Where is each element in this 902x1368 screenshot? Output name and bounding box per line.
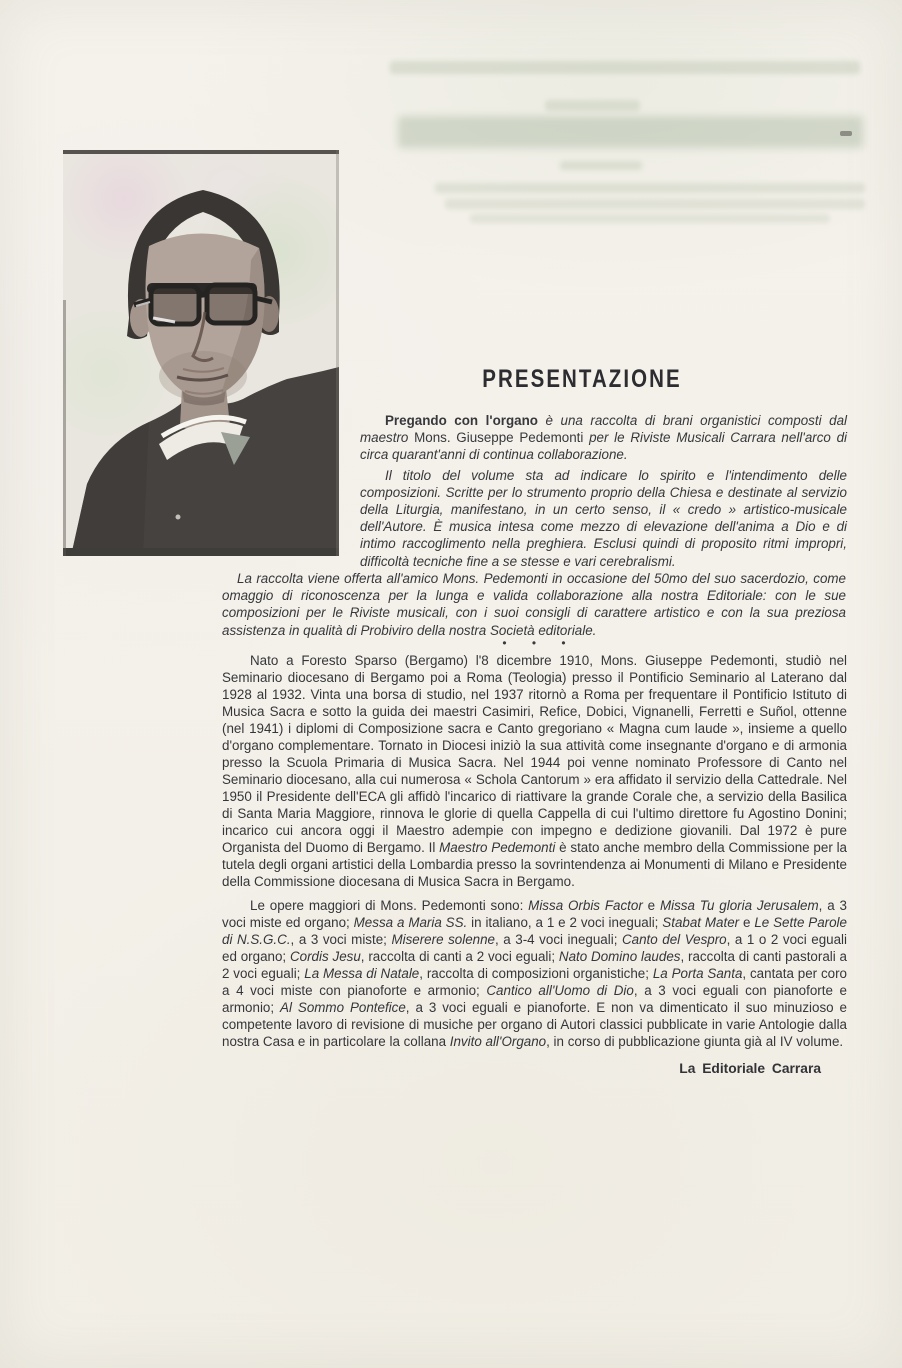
bleed-through-text [560, 161, 642, 170]
intro-paragraph-1: Pregando con l'organo è una raccolta di brani organistici composti dal maestro Mons. Giuseppe Pedemonti per le Riviste Musicali Carrara nell'arco di circa quarant'anni di continua collaborazione. [360, 413, 848, 463]
bleed-through-text [445, 199, 865, 209]
biography-paragraph-1: Nato a Foresto Sparso (Bergamo) l'8 dicembre 1910, Mons. Giuseppe Pedemonti, studiò nel Seminario diocesano di Bergamo poi a Roma (Teologia) presso il Pontificio Seminario al Laterano dal 1928 al 1932. Vinta una borsa di studio, nel 1937 ritornò a Roma per frequentare il Pontificio Istituto di Musica Sacra e sotto la guida dei maestri Casimiri, Refice, Dobici, Vignanelli, Ferretti e Suñol, ottenne (nel 1941) i diplomi di Composizione sacra e Canto gregoriano « Magna cum laude », insieme a quello d'organo complementare. Tornato in Diocesi iniziò la sua attività come insegnante d'organo e di armonia presso la Scuola Primaria di Musica Sacra. Nel 1944 poi venne nominato Professore di Canto nel Seminario diocesano, alla cui numerosa « Schola Cantorum » era affidato il servizio della Cattedrale. Nel 1950 il Presidente dell'ECA gli affidò l'incarico di riattivare la grande Corale che, a servizio della Basilica di Santa Maria Maggiore, rinnova le glorie di quella Cappella di cui l'ultimo direttore fu Agostino Donini; incarico cui ancora oggi il Maestro adempie con impegno e dedizione giovanili. Dal 1972 è pure Organista del Duomo di Bergamo. Il Maestro Pedemonti è stato anche membro della Commissione per la tutela degli organi artistici della Lombardia presso la sovrintendenza ai Monumenti di Milano e Presidente della Commissione diocesana di Musica Sacra in Bergamo. [222, 653, 848, 889]
bleed-through-text [390, 61, 860, 74]
biography-paragraph-2: Le opere maggiori di Mons. Pedemonti sono: Missa Orbis Factor e Missa Tu gloria Jerusalem, a 3 voci miste ed organo; Messa a Maria SS. in italiano, a 1 e 2 voci ineguali; Stabat Mater e Le Sette Parole di N.S.G.C., a 3 voci miste; Miserere solenne, a 3-4 voci ineguali; Canto del Vespro, a 1 o 2 voci eguali ed organo; Cordis Jesu, raccolta di canti a 2 voci eguali; Nato Domino laudes, raccolta di canti pastorali a 2 voci eguali; La Messa di Natale, raccolta di composizioni organistiche; La Porta Santa, cantata per coro a 4 voci miste con pianoforte e armonio; Cantico all'Uomo di Dio, a 3 voci eguali con pianoforte e armonio; Al Sommo Pontefice, a 3 voci eguali e pianoforte. E non va dimenticato il suo minuzioso e competente lavoro di revisione di musiche per organo di Autori classici pubblicate in varie Antologie dalla nostra Casa e in particolare la collana Invito all'Organo, in corso di pubblicazione giunta già al IV volume. [222, 898, 848, 1049]
intro-paragraph-2: Il titolo del volume sta ad indicare lo spirito e l'intendimento delle composizioni. Scritte per lo strumento proprio della Chiesa e destinate al servizio della Liturgia, manifestano, in un certo senso, il « credo » artistico-musicale dell'Autore. È musica intesa come mezzo di elevazione dell'anima a Dio e di intimo raccoglimento nella preghiera. Esclusi quindi di proposito ritmi impropri, difficoltà tecniche fine a se stesse e vari cerebralismi. [360, 467, 847, 569]
bleed-through-text [545, 100, 640, 111]
intro-block [360, 412, 847, 570]
bleed-through-text [435, 183, 865, 193]
portrait-photo [63, 150, 339, 556]
intro-paragraph-3: La raccolta viene offerta all'amico Mons. Pedemonti in occasione del 50mo del suo sacerdozio, come omaggio di riconoscenza per la lunga e valida collaborazione alla nostra Editoriale: con le sue composizioni per le Riviste musicali, con i suoi consigli di carattere artistico e con la sua preziosa assistenza in qualità di Probiviro della nostra Società editoriale. [222, 571, 846, 638]
signature: La Editoriale Carrara [679, 1061, 821, 1076]
biography-block [222, 652, 847, 1077]
page-title: PRESENTAZIONE [482, 365, 682, 393]
ink-spot [840, 131, 852, 136]
bleed-through-title [398, 116, 863, 148]
bleed-through-text [470, 214, 830, 223]
portrait-illustration [63, 150, 339, 556]
section-separator: • • • [502, 636, 577, 650]
